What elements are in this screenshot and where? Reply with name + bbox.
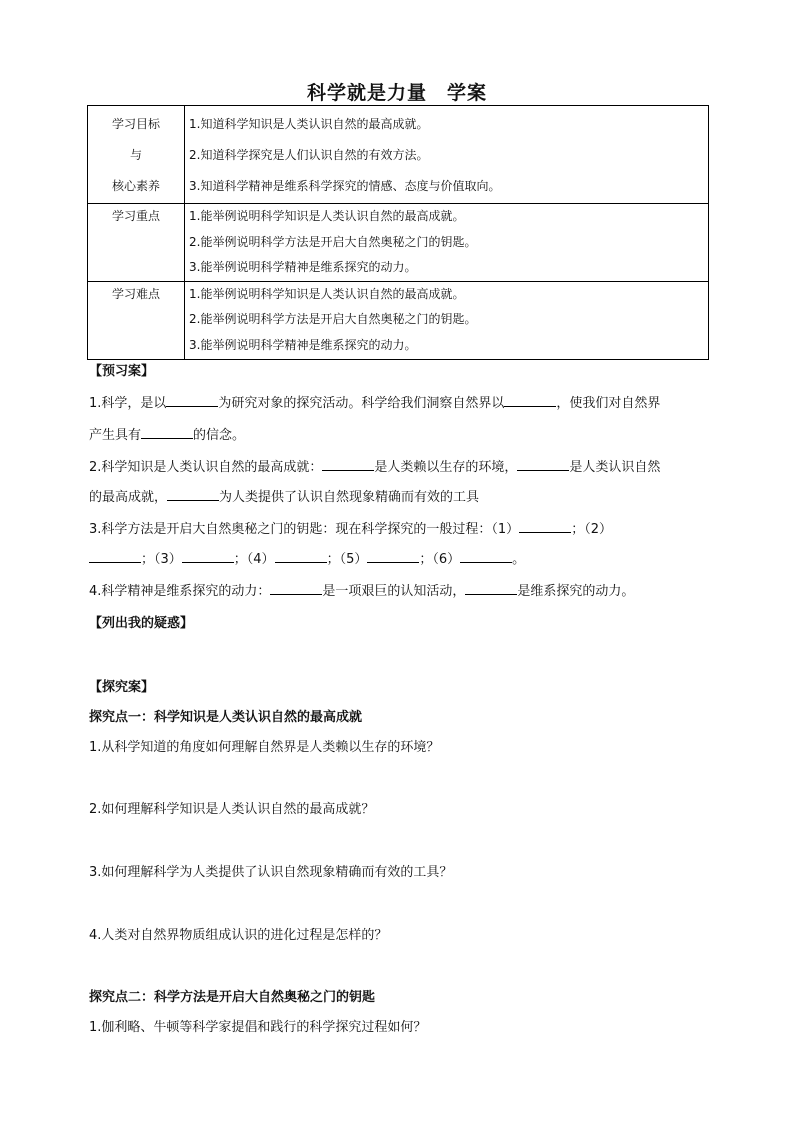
doubts-heading: 【列出我的疑惑】 xyxy=(89,616,194,631)
fill-blank[interactable] xyxy=(465,582,517,595)
fill-blank[interactable] xyxy=(517,458,569,471)
fill-blank[interactable] xyxy=(167,488,219,501)
explore-point-1-question: 3.如何理解科学为人类提供了认识自然现象精确而有效的工具？ xyxy=(89,865,453,880)
row-items-objectives: 1.知道科学知识是人类认识自然的最高成就。 2.知道科学探究是人们认识自然的有效方法。 3.知道科学精神是维系科学探究的情感、态度与价值取向。 xyxy=(185,106,709,204)
preview-question-1-line-1: 1.科学，是以 为研究对象的探究活动。科学给我们洞察自然界以 ，使我们对自然界 xyxy=(89,396,661,411)
fill-blank[interactable] xyxy=(89,550,141,563)
row-label-key-points: 学习重点 xyxy=(88,204,185,282)
preview-question-4: 4.科学精神是维系探究的动力： 是一项艰巨的认知活动， 是维系探究的动力。 xyxy=(89,584,635,599)
preview-question-1-line-2: 产生具有 的信念。 xyxy=(89,428,246,443)
explore-point-2-title: 探究点二：科学方法是开启大自然奥秘之门的钥匙 xyxy=(89,990,376,1005)
fill-blank[interactable] xyxy=(270,582,322,595)
explore-heading: 【探究案】 xyxy=(89,680,155,695)
explore-point-1-question: 4.人类对自然界物质组成认识的进化过程是怎样的？ xyxy=(89,928,388,943)
explore-point-2-question: 1.伽利略、牛顿等科学家提倡和践行的科学探究过程如何？ xyxy=(89,1020,427,1035)
row-label-difficulties: 学习难点 xyxy=(88,281,185,359)
row-items-difficulties: 1.能举例说明科学知识是人类认识自然的最高成就。 2.能举例说明科学方法是开启大自然奥秘之门的钥匙。 3.能举例说明科学精神是维系探究的动力。 xyxy=(185,281,709,359)
table-row xyxy=(88,281,709,359)
row-items-key-points: 1.能举例说明科学知识是人类认识自然的最高成就。 2.能举例说明科学方法是开启大自然奥秘之门的钥匙。 3.能举例说明科学精神是维系探究的动力。 xyxy=(185,204,709,282)
preview-question-2-line-2: 的最高成就， 为人类提供了认识自然现象精确而有效的工具 xyxy=(89,490,480,505)
fill-blank[interactable] xyxy=(504,394,556,407)
preview-question-3-line-1: 3.科学方法是开启大自然奥秘之门的钥匙：现在科学探究的一般过程：（1） ；（2） xyxy=(89,522,612,537)
fill-blank[interactable] xyxy=(166,394,218,407)
row-label-objectives: 学习目标 与 核心素养 xyxy=(88,106,185,204)
explore-point-1-title: 探究点一：科学知识是人类认识自然的最高成就 xyxy=(89,710,363,725)
preview-question-3-line-2: ；（3） ；（4） ；（5） ；（6） 。 xyxy=(89,548,525,567)
preview-question-2-line-1: 2.科学知识是人类认识自然的最高成就： 是人类赖以生存的环境， 是人类认识自然 xyxy=(89,460,661,475)
fill-blank[interactable] xyxy=(460,550,512,563)
page-title: 科学就是力量 学案 xyxy=(306,82,487,104)
fill-blank[interactable] xyxy=(519,520,571,533)
fill-blank[interactable] xyxy=(182,550,234,563)
preview-heading: 【预习案】 xyxy=(89,364,155,379)
objectives-table xyxy=(87,105,709,360)
explore-point-1-question: 1.从科学知道的角度如何理解自然界是人类赖以生存的环境？ xyxy=(89,740,440,755)
explore-point-1-question: 2.如何理解科学知识是人类认识自然的最高成就？ xyxy=(89,802,375,817)
table-row xyxy=(88,204,709,282)
fill-blank[interactable] xyxy=(141,426,193,439)
fill-blank[interactable] xyxy=(322,458,374,471)
table-row xyxy=(88,106,709,204)
fill-blank[interactable] xyxy=(367,550,419,563)
fill-blank[interactable] xyxy=(275,550,327,563)
